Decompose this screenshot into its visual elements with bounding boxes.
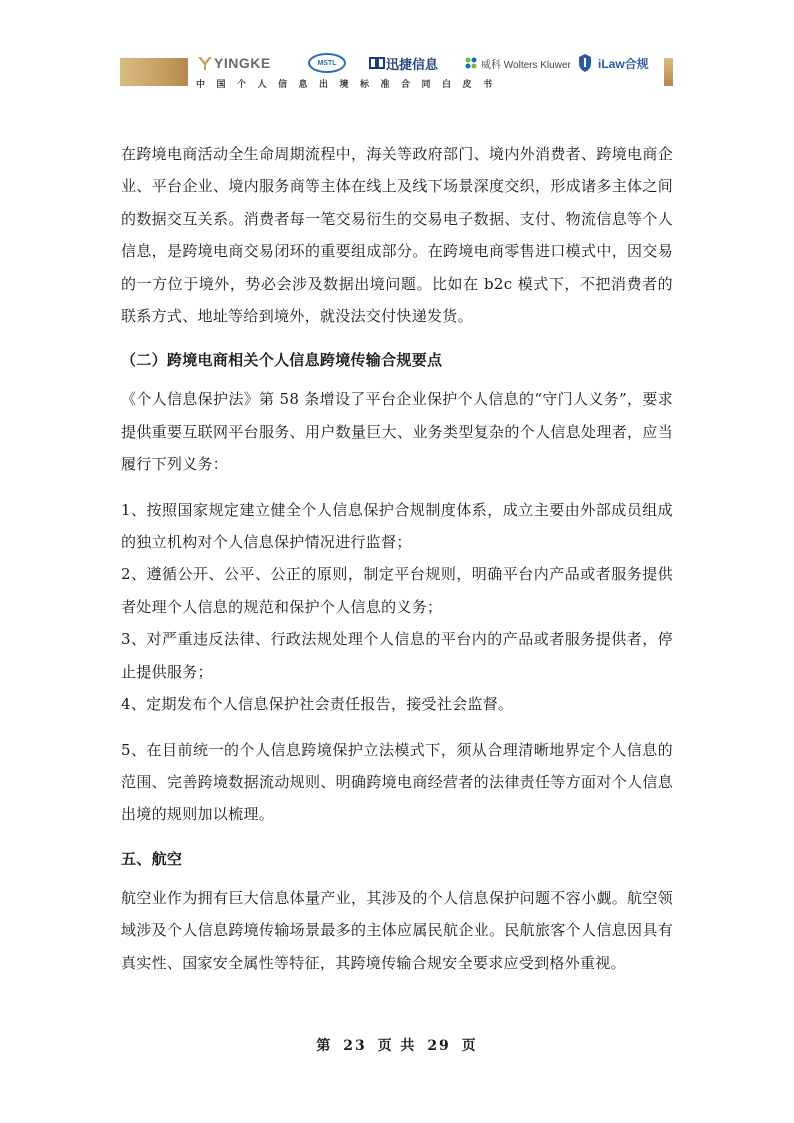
footer-middle: 页 共 bbox=[377, 1038, 417, 1054]
obligation-item-2: 2、遵循公开、公平、公正的原则，制定平台规则，明确平台内产品或者服务提供者处理个人信息的规范和保护个人信息的义务； bbox=[121, 565, 673, 616]
wolters-mark-icon bbox=[464, 56, 478, 70]
page-body bbox=[121, 138, 673, 979]
footer-total-pages: 29 bbox=[427, 1038, 451, 1054]
section-heading: （二）跨境电商相关个人信息跨境传输合规要点 bbox=[121, 351, 443, 370]
obligation-item-1: 1、按照国家规定建立健全个人信息保护合规制度体系，成立主要由外部成员组成的独立机构对个人信息保护情况进行监督； bbox=[121, 500, 673, 552]
intro-paragraph: 《个人信息保护法》第 58 条增设了平台企业保护个人信息的“守门人义务”，要求提供重要互联网平台服务、用户数量巨大、业务类型复杂的个人信息处理者，应当履行下列义务： bbox=[121, 390, 673, 474]
wolters-logo bbox=[464, 50, 571, 76]
page-header bbox=[0, 0, 794, 100]
body-paragraph: 在跨境电商活动全生命周期流程中，海关等政府部门、境内外消费者、跨境电商企业、平台企业、境内服务商等主体在线上及线下场景深度交织，形成诸多主体之间的数据交互关系。消费者每一笔交易衍生的交易电子数据、支付、物流信息等个人信息，是跨境电商交易闭环的重要组成部分。在跨境电商零售进口模式中，因交易的一方位于境外，势必会涉及数据出境问题。比如在 b2c 模式下，不把消费者的联系方式、地址等给到境外，就没法交付快递发货。 bbox=[121, 145, 673, 326]
page-footer bbox=[0, 1035, 794, 1055]
header-subtitle: 中国个人信息出境标准合同白皮书 bbox=[196, 80, 504, 90]
obligation-item-3: 3、对严重违反法律、行政法规处理个人信息的平台内的产品或者服务提供者，停止提供服务； bbox=[121, 630, 673, 681]
partner-logos bbox=[196, 50, 656, 76]
aviation-paragraph: 航空业作为拥有巨大信息体量产业，其涉及的个人信息保护问题不容小觑。航空领域涉及个人信息跨境传输场景最多的主体应属民航企业。民航旅客个人信息因具有真实性、国家安全属性等特征，其跨境传输合规安全要求应受到格外重视。 bbox=[121, 888, 673, 972]
mstl-badge: MSTL bbox=[308, 53, 346, 73]
mstl-logo bbox=[308, 50, 346, 76]
footer-prefix: 第 bbox=[316, 1038, 333, 1054]
yingke-logo bbox=[196, 50, 271, 76]
chapter-heading: 五、航空 bbox=[121, 849, 183, 868]
ilaw-logo bbox=[578, 50, 649, 76]
yingke-logo-text: YINGKE bbox=[214, 55, 271, 71]
ilaw-shield-icon bbox=[578, 53, 592, 73]
obligation-item-4: 4、定期发布个人信息保护社会责任报告，接受社会监督。 bbox=[121, 695, 514, 714]
footer-current-page: 23 bbox=[343, 1038, 367, 1054]
xunjie-mark-icon bbox=[368, 54, 386, 72]
header-gold-bar-right bbox=[664, 58, 673, 86]
ilaw-logo-text: iLaw合规 bbox=[598, 56, 649, 71]
xunjie-logo-text: 迅捷信息 bbox=[386, 56, 439, 72]
yingke-mark-icon bbox=[196, 54, 214, 72]
footer-suffix: 页 bbox=[461, 1038, 478, 1054]
xunjie-logo bbox=[368, 50, 438, 76]
header-gold-bar-left bbox=[120, 58, 188, 86]
wolters-logo-text: 威科 Wolters Kluwer bbox=[481, 59, 571, 71]
point-5-paragraph: 5、在目前统一的个人信息跨境保护立法模式下，须从合理清晰地界定个人信息的范围、完善跨境数据流动规则、明确跨境电商经营者的法律责任等方面对个人信息出境的规则加以梳理。 bbox=[121, 740, 673, 824]
